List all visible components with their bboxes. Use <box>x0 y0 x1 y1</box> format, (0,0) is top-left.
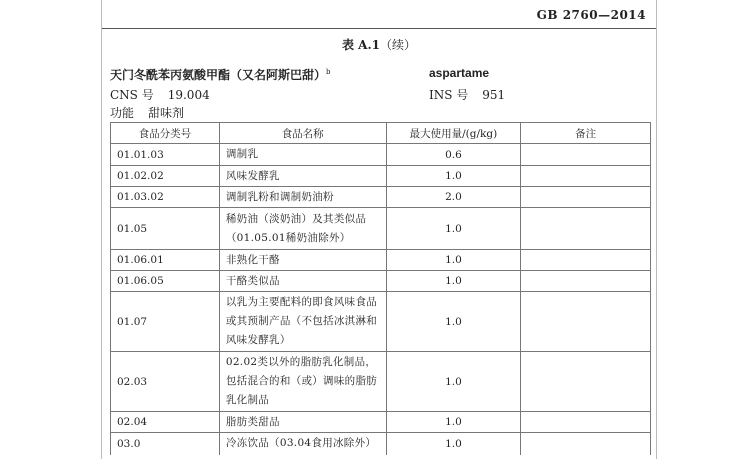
max-usage: 1.0 <box>386 412 521 433</box>
cns-label: CNS 号 <box>110 88 154 102</box>
table-row <box>111 144 651 166</box>
ins-label: INS 号 <box>429 88 469 102</box>
food-name: 脂肪类甜品 <box>219 412 386 433</box>
column-header-max: 最大使用量/(g/kg) <box>386 123 521 144</box>
food-name: 调制乳粉和调制奶油粉 <box>219 187 386 208</box>
remark <box>521 271 651 292</box>
remark <box>521 187 651 208</box>
food-name: 风味发酵乳 <box>219 166 386 187</box>
max-usage: 2.0 <box>386 187 521 208</box>
additive-english-name: aspartame <box>429 66 490 80</box>
food-name: 冷冻饮品（03.04食用冰除外） <box>219 433 386 455</box>
food-code: 01.03.02 <box>111 187 220 208</box>
footnote-mark: b <box>326 68 331 76</box>
max-usage: 1.0 <box>386 271 521 292</box>
food-name: 干酪类似品 <box>219 271 386 292</box>
max-usage: 1.0 <box>386 352 521 412</box>
table-title-suffix: （续） <box>380 38 417 52</box>
remark <box>521 433 651 455</box>
column-header-note: 备注 <box>521 123 651 144</box>
function-value: 甜味剂 <box>148 106 185 120</box>
cns-value: 19.004 <box>167 88 210 102</box>
table-row <box>111 187 651 208</box>
max-usage: 1.0 <box>386 208 521 250</box>
column-header-code: 食品分类号 <box>111 123 220 144</box>
food-code: 01.05 <box>111 208 220 250</box>
ins-number <box>429 86 505 103</box>
max-usage: 1.0 <box>386 433 521 455</box>
food-name: 调制乳 <box>219 144 386 166</box>
additive-chinese-name <box>110 66 331 83</box>
food-code: 01.06.01 <box>111 250 220 271</box>
table-title <box>102 36 656 53</box>
cns-number <box>110 86 210 103</box>
table-title-number: 表 A.1 <box>341 38 380 52</box>
table-row <box>111 208 651 250</box>
table-row <box>111 292 651 352</box>
max-usage: 1.0 <box>386 166 521 187</box>
table-header-row <box>111 123 651 144</box>
function-label: 功能 <box>110 106 135 120</box>
food-code: 02.04 <box>111 412 220 433</box>
max-usage: 1.0 <box>386 250 521 271</box>
remark <box>521 292 651 352</box>
table-row <box>111 412 651 433</box>
food-code: 02.03 <box>111 352 220 412</box>
max-usage: 0.6 <box>386 144 521 166</box>
food-name: 02.02类以外的脂肪乳化制品，包括混合的和（或）调味的脂肪乳化制品 <box>219 352 386 412</box>
additive-name-text: 天门冬酰苯丙氨酸甲酯（又名阿斯巴甜） <box>110 68 327 82</box>
table-row <box>111 433 651 455</box>
column-header-name: 食品名称 <box>219 123 386 144</box>
food-name: 非熟化干酪 <box>219 250 386 271</box>
food-code: 01.02.02 <box>111 166 220 187</box>
food-code: 01.07 <box>111 292 220 352</box>
food-code: 01.01.03 <box>111 144 220 166</box>
remark <box>521 412 651 433</box>
table-row <box>111 166 651 187</box>
remark <box>521 166 651 187</box>
food-code: 03.0 <box>111 433 220 455</box>
document-page <box>101 0 657 459</box>
table-row <box>111 250 651 271</box>
standard-code: GB 2760—2014 <box>536 8 646 22</box>
max-usage: 1.0 <box>386 292 521 352</box>
remark <box>521 144 651 166</box>
table-row <box>111 271 651 292</box>
remark <box>521 352 651 412</box>
food-name: 稀奶油（淡奶油）及其类似品（01.05.01稀奶油除外） <box>219 208 386 250</box>
food-code: 01.06.05 <box>111 271 220 292</box>
table-row <box>111 352 651 412</box>
usage-table <box>110 122 651 455</box>
function-line <box>110 104 184 121</box>
remark <box>521 250 651 271</box>
ins-value: 951 <box>482 88 506 102</box>
food-name: 以乳为主要配料的即食风味食品或其预制产品（不包括冰淇淋和风味发酵乳） <box>219 292 386 352</box>
header-rule <box>102 28 656 29</box>
remark <box>521 208 651 250</box>
